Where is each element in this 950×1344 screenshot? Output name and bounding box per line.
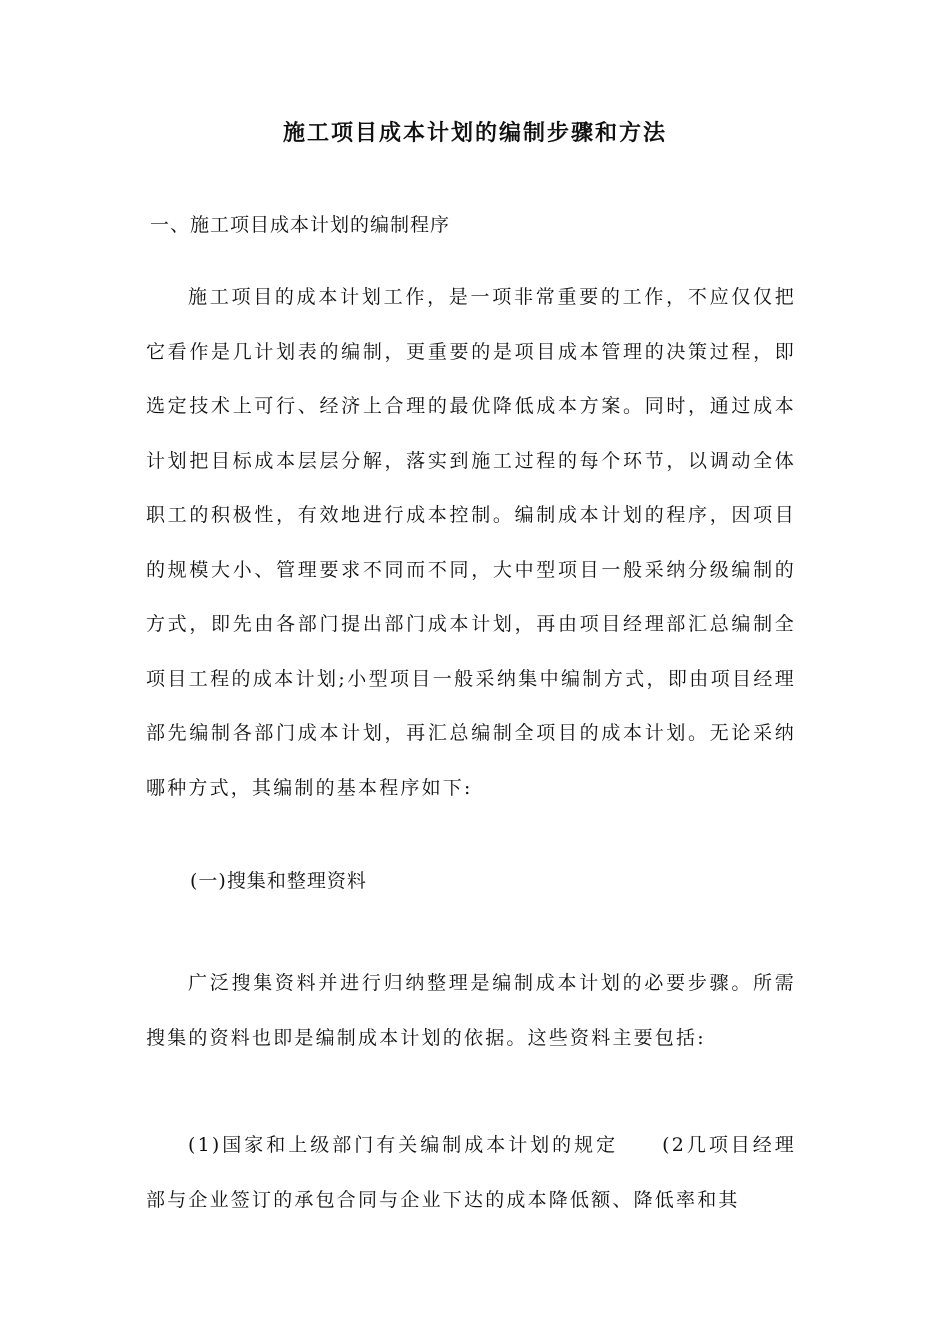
document-title: 施工项目成本计划的编制步骤和方法 — [282, 120, 667, 146]
body-paragraph: 广泛搜集资料并进行归纳整理是编制成本计划的必要步骤。所需搜集的资料也即是编制成本计划的依据。这些资料主要包括: — [146, 972, 796, 1049]
section-heading: 一、施工项目成本计划的编制程序 — [150, 214, 451, 236]
subsection-heading: (一)搜集和整理资料 — [190, 870, 367, 892]
body-paragraph: (1)国家和上级部门有关编制成本计划的规定 (2几项目经理部与企业签订的承包合同与企业下达的成本降低额、降低率和其 — [146, 1134, 796, 1211]
body-paragraph: 施工项目的成本计划工作，是一项非常重要的工作，不应仅仅把它看作是几计划表的编制，更重要的是项目成本管理的决策过程，即选定技术上可行、经济上合理的最优降低成本方案。同时，通过成本计划把目标成本层层分解，落实到施工过程的每个环节，以调动全体职工的积极性，有效地进行成本控制。编制成本计划的程序，因项目的规模大小、管理要求不同而不同，大中型项目一般采纳分级编制的方式，即先由各部门提出部门成本计划，再由项目经理部汇总编制全项目工程的成本计划;小型项目一般采纳集中编制方式，即由项目经理部先编制各部门成本计划，再汇总编制全项目的成本计划。无论采纳哪种方式，其编制的基本程序如下: — [146, 286, 796, 799]
